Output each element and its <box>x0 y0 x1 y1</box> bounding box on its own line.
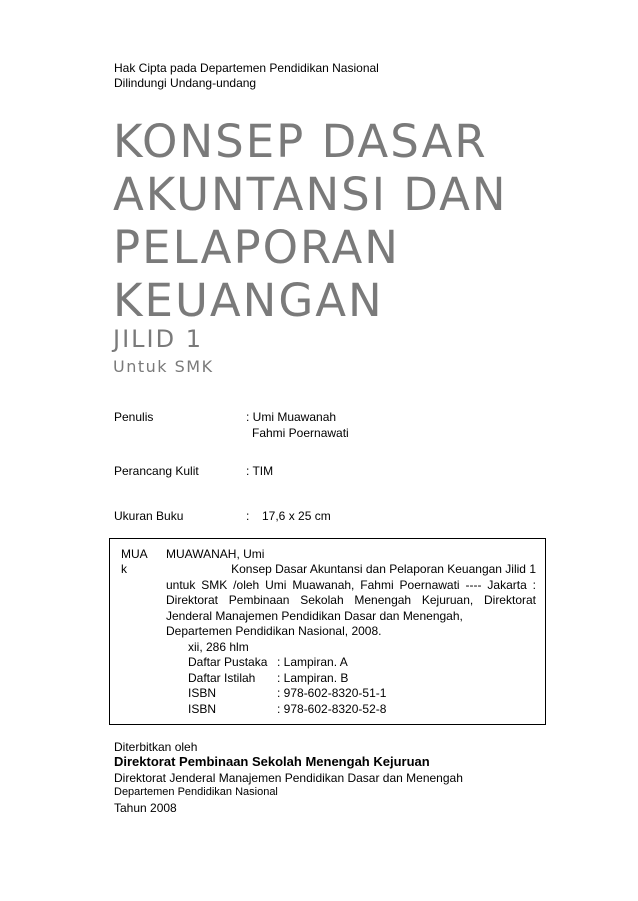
catalog-entry-value: : 978-602-8320-52-8 <box>277 701 387 716</box>
author-label: Penulis <box>114 410 154 424</box>
catalog-body: untuk SMK /oleh Umi Muawanah, Fahmi Poernawati ---- Jakarta : Direktorat Pembinaan Sekolah Menengah Kejuruan, Direktorat Jenderal Manajemen Pendidikan Dasar dan Menengah, <box>166 577 536 623</box>
catalog-heading: MUAWANAH, Umi <box>166 547 265 561</box>
catalog-entry-label: Daftar Istilah <box>188 670 256 685</box>
title-line: KEUANGAN <box>113 274 384 327</box>
catalog-entry-value: : Lampiran. B <box>277 670 349 685</box>
book-title <box>113 115 508 327</box>
title-line: AKUNTANSI DAN <box>113 168 508 221</box>
publisher-directorate: Direktorat Jenderal Manajemen Pendidikan Dasar dan Menengah <box>114 771 463 785</box>
volume-label: JILID 1 <box>113 325 203 353</box>
cover-designer-label: Perancang Kulit <box>114 464 199 478</box>
book-size-label: Ukuran Buku <box>114 509 184 523</box>
catalog-last-line: Departemen Pendidikan Nasional, 2008. <box>166 624 382 638</box>
book-size-colon: : <box>246 509 250 523</box>
catalog-pages: xii, 286 hlm <box>188 639 249 654</box>
publisher-department: Departemen Pendidikan Nasional <box>114 786 278 798</box>
title-line: KONSEP DASAR <box>113 115 488 168</box>
publisher-name: Direktorat Pembinaan Sekolah Menengah Kejuruan <box>114 754 430 769</box>
protection-line: Dilindungi Undang-undang <box>114 76 257 90</box>
publication-year: Tahun 2008 <box>114 801 177 815</box>
cover-designer-value: : TIM <box>246 464 274 478</box>
title-line: PELAPORAN <box>113 221 400 274</box>
author-name: Fahmi Poernawati <box>252 426 349 440</box>
catalog-box <box>109 538 546 725</box>
catalog-entry-label: Daftar Pustaka <box>188 655 268 669</box>
publisher-intro: Diterbitkan oleh <box>114 740 198 754</box>
catalog-code: k <box>121 562 127 576</box>
catalog-entry-value: : Lampiran. A <box>277 655 348 669</box>
copyright-line: Hak Cipta pada Departemen Pendidikan Nasional <box>114 61 379 75</box>
catalog-entry-label: ISBN <box>188 701 217 716</box>
author-name: : Umi Muawanah <box>246 410 337 424</box>
catalog-code: MUA <box>121 547 148 561</box>
catalog-first-line: Konsep Dasar Akuntansi dan Pelaporan Keuangan Jilid 1 <box>231 562 536 576</box>
audience-label: Untuk SMK <box>113 357 214 376</box>
catalog-entry-label: ISBN <box>188 686 217 700</box>
book-size-value: 17,6 x 25 cm <box>262 509 331 523</box>
catalog-entry-value: : 978-602-8320-51-1 <box>277 686 387 700</box>
